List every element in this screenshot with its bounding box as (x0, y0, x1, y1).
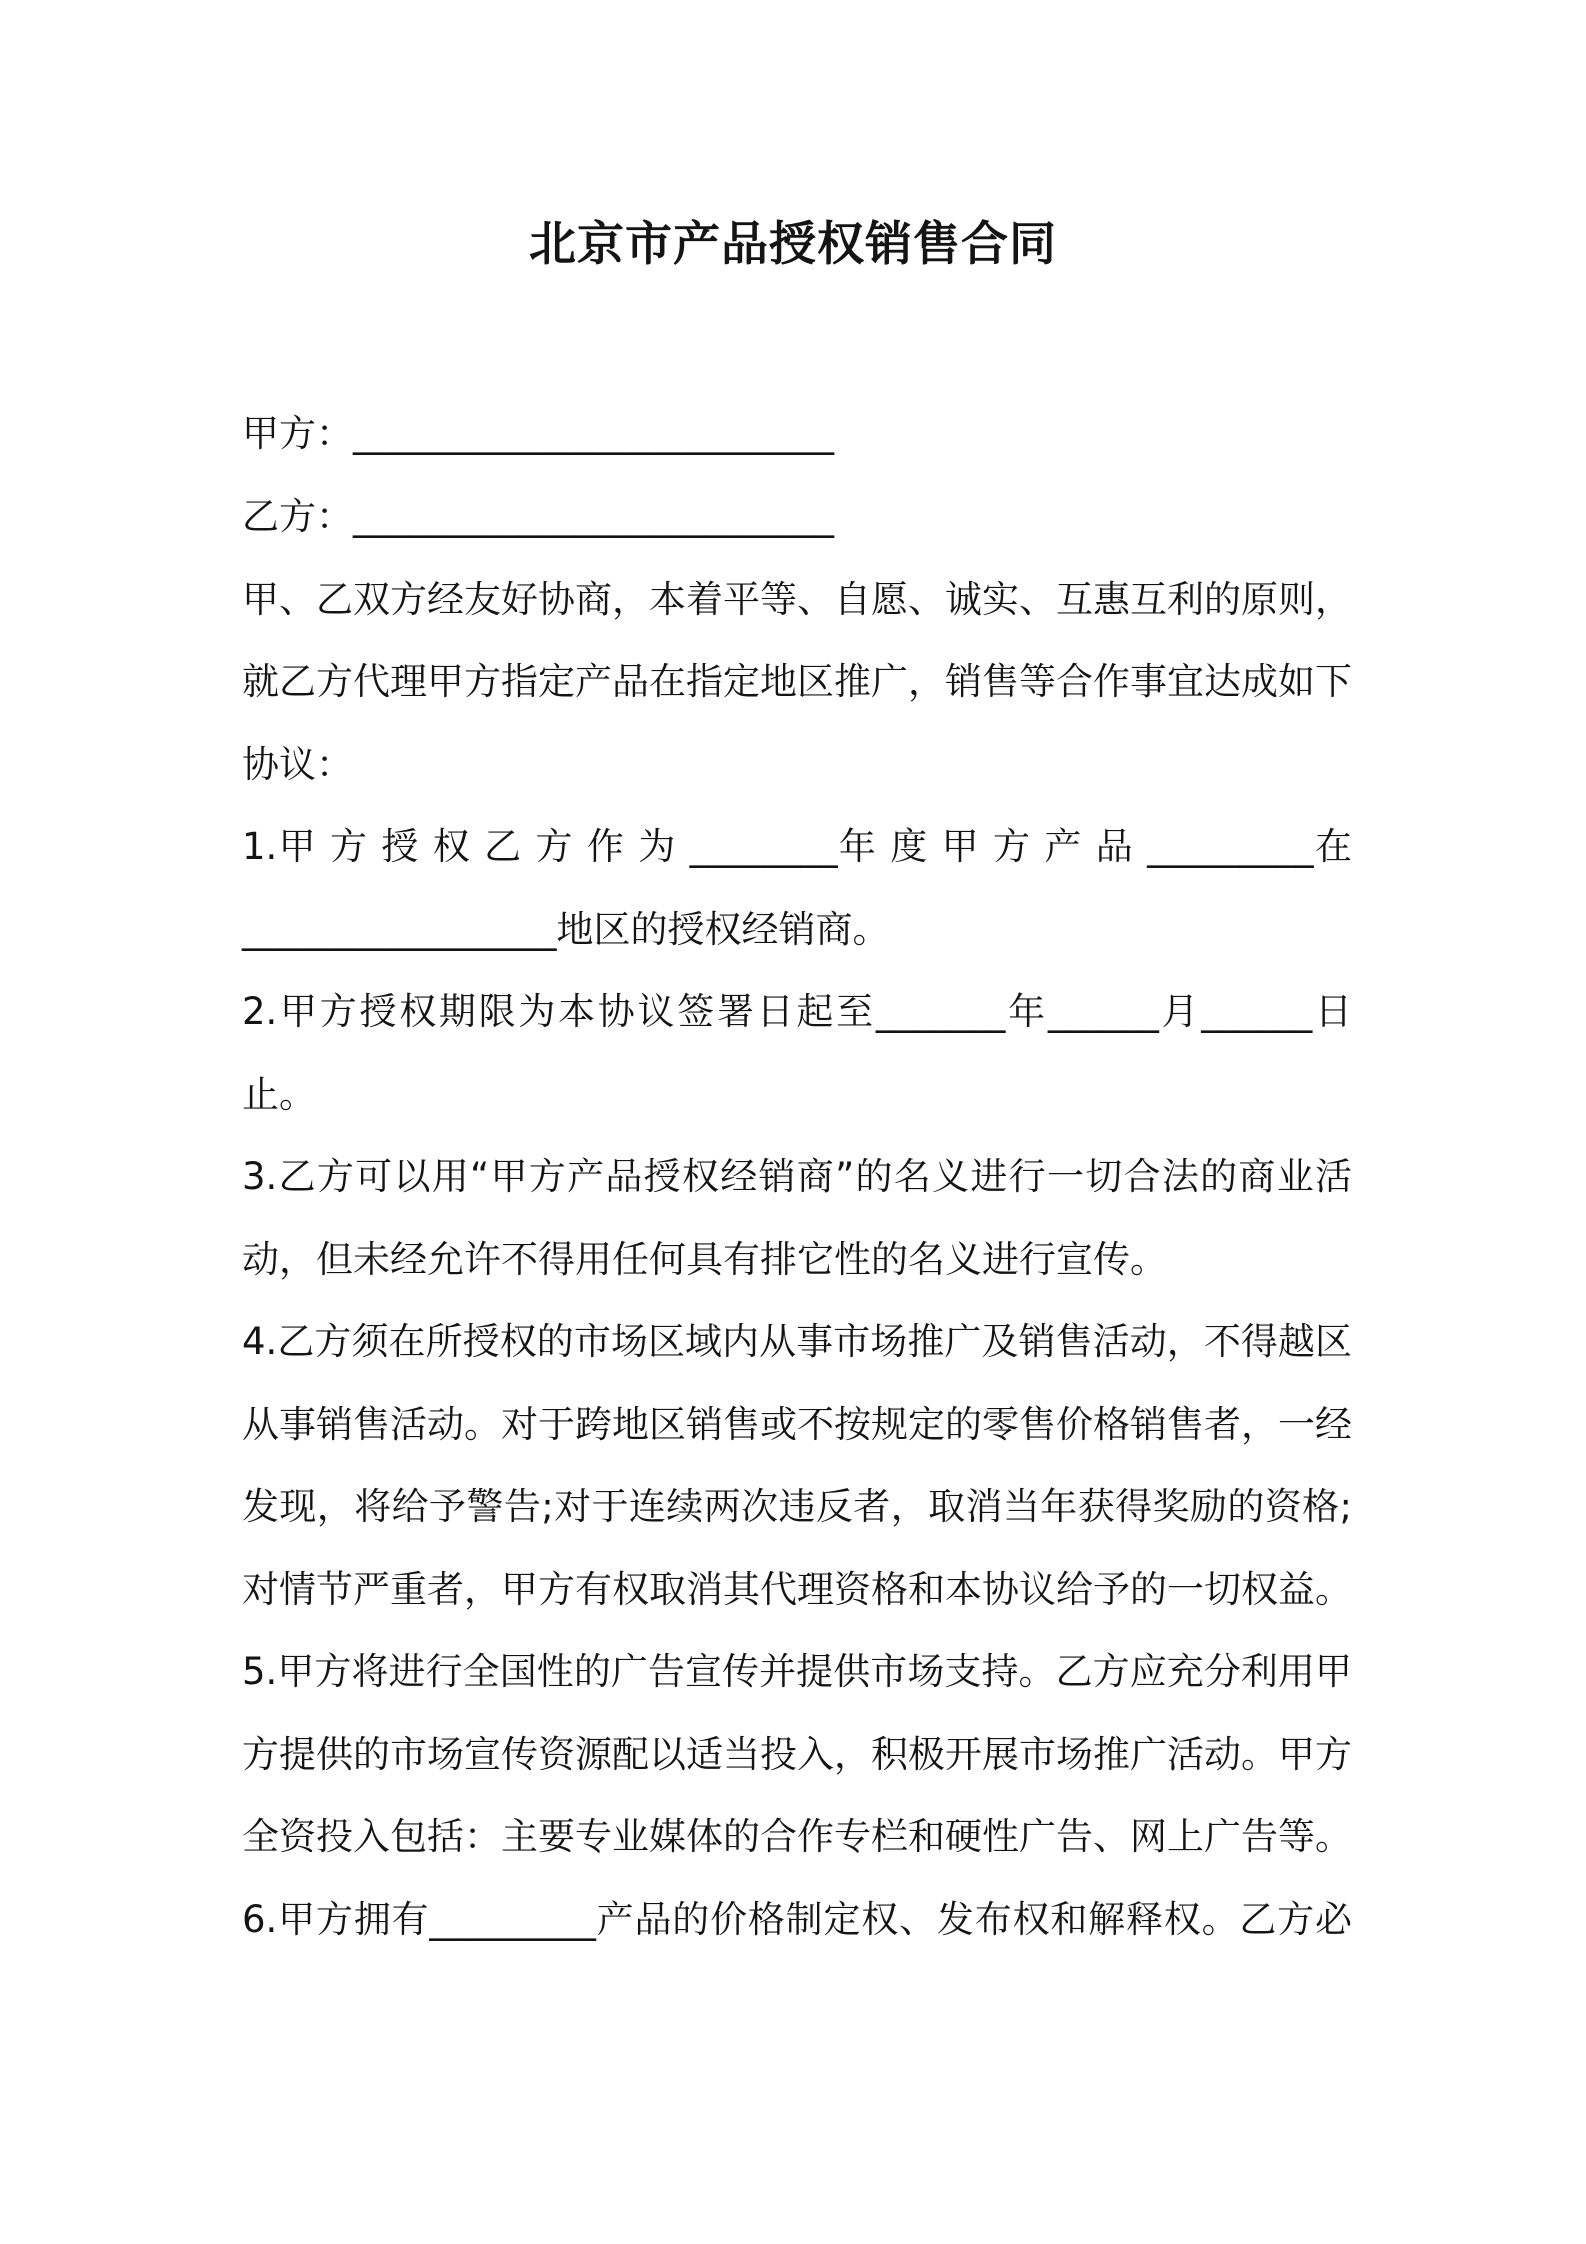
party-b-line: 乙方：__________________________ (242, 495, 834, 538)
document-title: 北京市产品授权销售合同 (529, 217, 1057, 272)
preamble-line-2: 就乙方代理甲方指定产品在指定地区推广，销售等合作事宜达成如下 (242, 660, 1352, 703)
clause-5-line-1: 5.甲方将进行全国性的广告宣传并提供市场支持。乙方应充分利用甲 (242, 1650, 1352, 1693)
clause-4-line-4: 对情节严重者，甲方有权取消其代理资格和本协议给予的一切权益。 (242, 1568, 1352, 1611)
clause-2-line-1: 2.甲方授权期限为本协议签署日起至_______年______月______日 (242, 990, 1352, 1033)
clause-5-line-3: 全资投入包括：主要专业媒体的合作专栏和硬性广告、网上广告等。 (242, 1815, 1352, 1858)
clause-4-line-2: 从事销售活动。对于跨地区销售或不按规定的零售价格销售者，一经 (242, 1403, 1352, 1446)
clause-5-line-2: 方提供的市场宣传资源配以适当投入，积极开展市场推广活动。甲方 (242, 1733, 1352, 1776)
clause-4-line-3: 发现，将给予警告;对于连续两次违反者，取消当年获得奖励的资格; (242, 1485, 1352, 1528)
preamble-line-3: 协议： (242, 743, 353, 786)
clause-1-line-1: 1.甲 方 授 权 乙 方 作 为 ________年 度 甲 方 产 品 _________在 (242, 825, 1352, 868)
clause-3-line-2: 动，但未经允许不得用任何具有排它性的名义进行宣传。 (242, 1238, 1167, 1281)
party-a-line: 甲方：__________________________ (242, 412, 834, 455)
clause-4-line-1: 4.乙方须在所授权的市场区域内从事市场推广及销售活动，不得越区 (242, 1320, 1352, 1363)
clause-2-line-2: 止。 (242, 1073, 316, 1116)
clause-1-line-2: _________________地区的授权经销商。 (242, 908, 890, 951)
preamble-line-1: 甲、乙双方经友好协商，本着平等、自愿、诚实、互惠互利的原则， (242, 578, 1352, 621)
clause-3-line-1: 3.乙方可以用“甲方产品授权经销商”的名义进行一切合法的商业活 (242, 1155, 1352, 1198)
clause-6-line-1: 6.甲方拥有_________产品的价格制定权、发布权和解释权。乙方必 (242, 1898, 1352, 1941)
